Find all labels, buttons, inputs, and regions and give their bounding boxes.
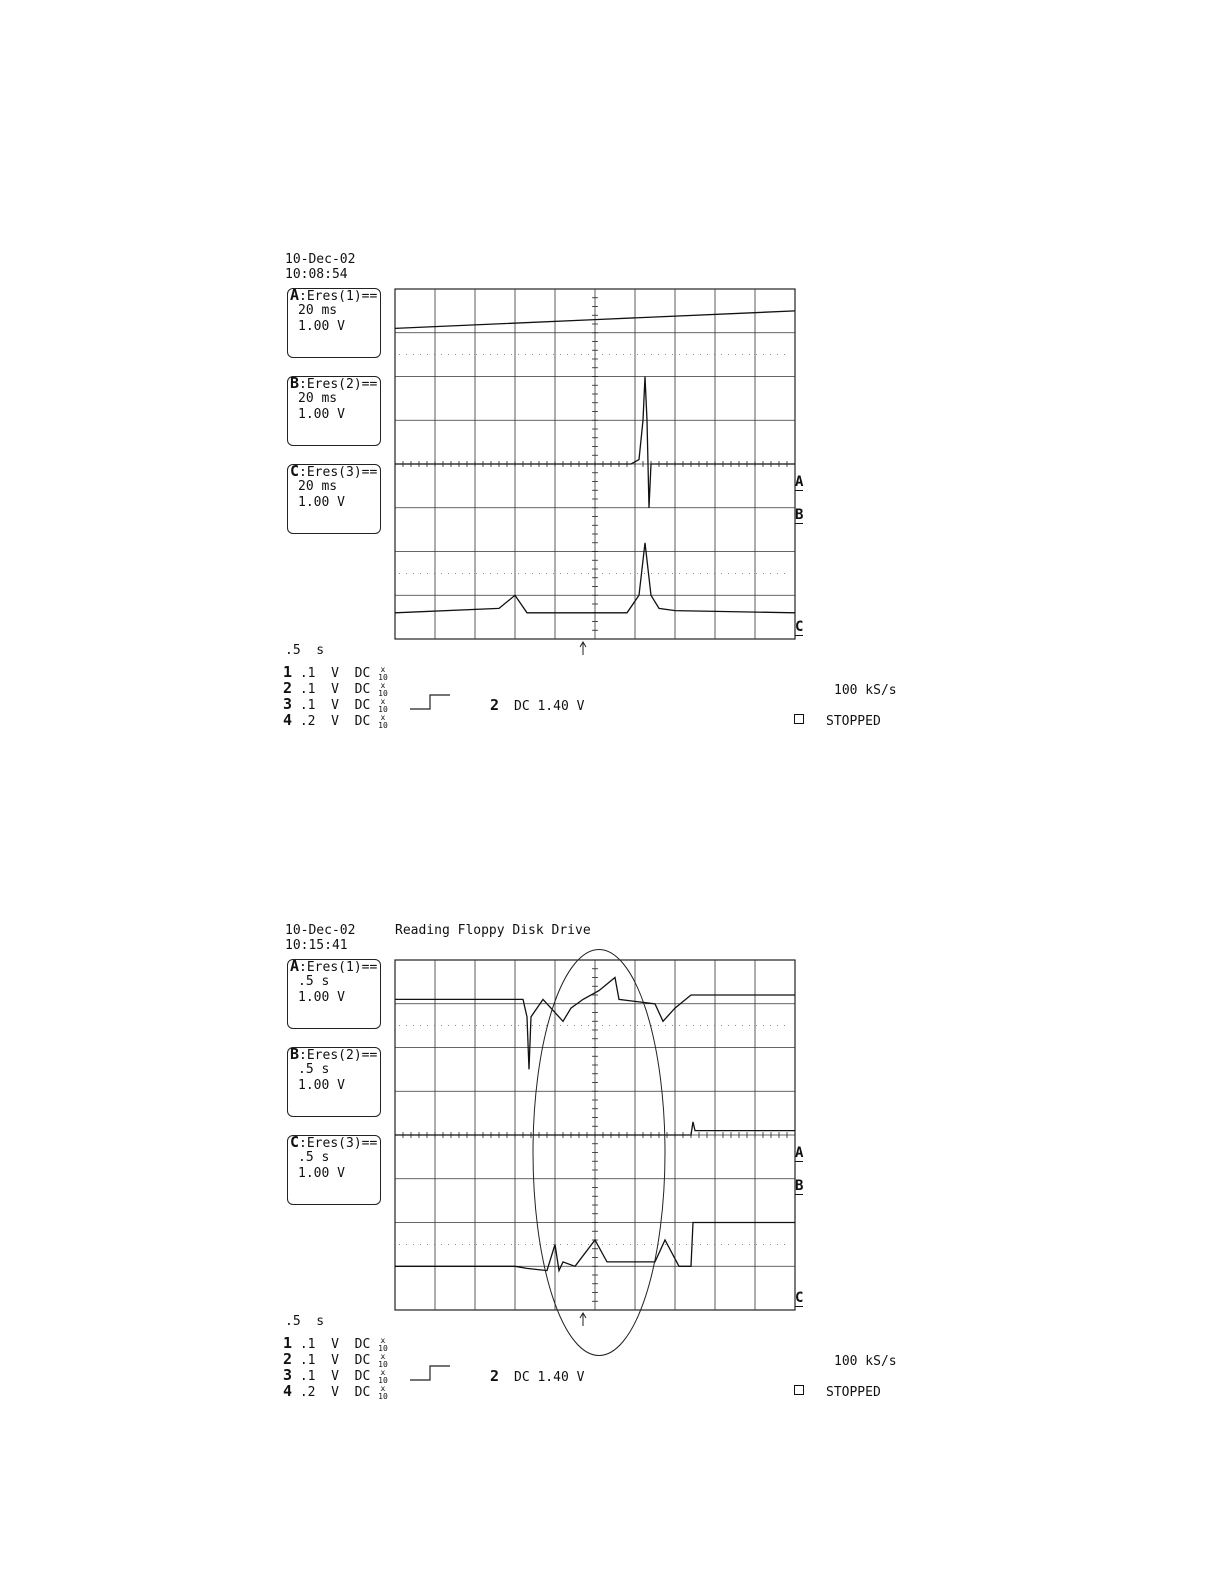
channel-id: A (290, 957, 300, 975)
trace-tag-b: B (795, 507, 804, 523)
channel-box-a: A:Eres(1)== .5 s 1.00 V (287, 959, 381, 1029)
channel-volt: 1.00 V (298, 319, 345, 334)
channel-label: Eres(1)== (306, 289, 378, 304)
trigger-level: DC 1.40 V (514, 699, 585, 714)
trace-tag-a: A (795, 474, 804, 490)
channel-id: C (290, 1133, 300, 1151)
sample-rate: 100 kS/s (834, 1354, 897, 1369)
channel-label: Eres(2)== (306, 377, 378, 392)
trace-tag-b: B (795, 1178, 804, 1194)
channel-volt: 1.00 V (298, 1166, 345, 1181)
capture-time: 10:08:54 (285, 267, 348, 282)
channel-time: 20 ms (298, 303, 338, 318)
scope-screen-1: 10-Dec-02 10:08:54 A:Eres(1)== 20 ms 1.00 V B:Eres(2)== 20 ms 1.00 V C:Eres(3)== 20 ms 1.00 V .5 s 1 .1 V DC x 10 2 .1 V DC x 10 3 .1 V DC x 10 4 .2 V DC x 10 2 DC 1.40 V 100 kS/s STOPPED A B C (0, 0, 1220, 1588)
timebase-label: .5 s (285, 643, 325, 658)
channel-volt: 1.00 V (298, 495, 345, 510)
acquisition-status: STOPPED (826, 1385, 881, 1400)
channel-label: Eres(3)== (306, 465, 378, 480)
trace-tag-c: C (795, 1290, 804, 1306)
channel-box-a: A:Eres(1)== 20 ms 1.00 V (287, 288, 381, 358)
screen-note: Reading Floppy Disk Drive (395, 923, 591, 938)
channel-box-b: B:Eres(2)== 20 ms 1.00 V (287, 376, 381, 446)
sample-rate: 100 kS/s (834, 683, 897, 698)
trace-tag-a: A (795, 1145, 804, 1161)
channel-volt: 1.00 V (298, 407, 345, 422)
acquisition-status: STOPPED (826, 714, 881, 729)
trigger-channel: 2 (490, 696, 500, 714)
channel-time: .5 s (298, 1150, 330, 1165)
channel-id: B (290, 374, 300, 392)
channel-id: A (290, 286, 300, 304)
channel-volt: 1.00 V (298, 1078, 345, 1093)
channel-label: Eres(3)== (306, 1136, 378, 1151)
trigger-channel: 2 (490, 1367, 500, 1385)
channel-box-c: C:Eres(3)== 20 ms 1.00 V (287, 464, 381, 534)
channel-label: Eres(2)== (306, 1048, 378, 1063)
channel-time: 20 ms (298, 479, 338, 494)
channel-id: C (290, 462, 300, 480)
channel-time: 20 ms (298, 391, 338, 406)
capture-date: 10-Dec-02 (285, 252, 356, 267)
grid (395, 960, 795, 1380)
trace-tag-c: C (795, 619, 804, 635)
trigger-arrow (580, 1313, 586, 1326)
capture-time: 10:15:41 (285, 938, 348, 953)
channel-time: .5 s (298, 974, 330, 989)
channel-volt: 1.00 V (298, 990, 345, 1005)
trigger-level: DC 1.40 V (514, 1370, 585, 1385)
trigger-edge-icon (410, 1366, 450, 1380)
channel-label: Eres(1)== (306, 960, 378, 975)
channel-id: B (290, 1045, 300, 1063)
capture-date: 10-Dec-02 (285, 923, 356, 938)
channel-time: .5 s (298, 1062, 330, 1077)
timebase-label: .5 s (285, 1314, 325, 1329)
scope-screen-2: 10-Dec-02 10:15:41 Reading Floppy Disk Drive A:Eres(1)== .5 s 1.00 V B:Eres(2)== .5 s 1.00 V C:Eres(3)== .5 s 1.00 V .5 s 1 .1 V DC x 10 2 .1 V DC x 10 3 .1 V DC x 10 4 .2 V DC x 10 2 DC 1.40 V 100 kS/s STOPPED A B C (0, 0, 1220, 1588)
channel-box-c: C:Eres(3)== .5 s 1.00 V (287, 1135, 381, 1205)
channel-box-b: B:Eres(2)== .5 s 1.00 V (287, 1047, 381, 1117)
